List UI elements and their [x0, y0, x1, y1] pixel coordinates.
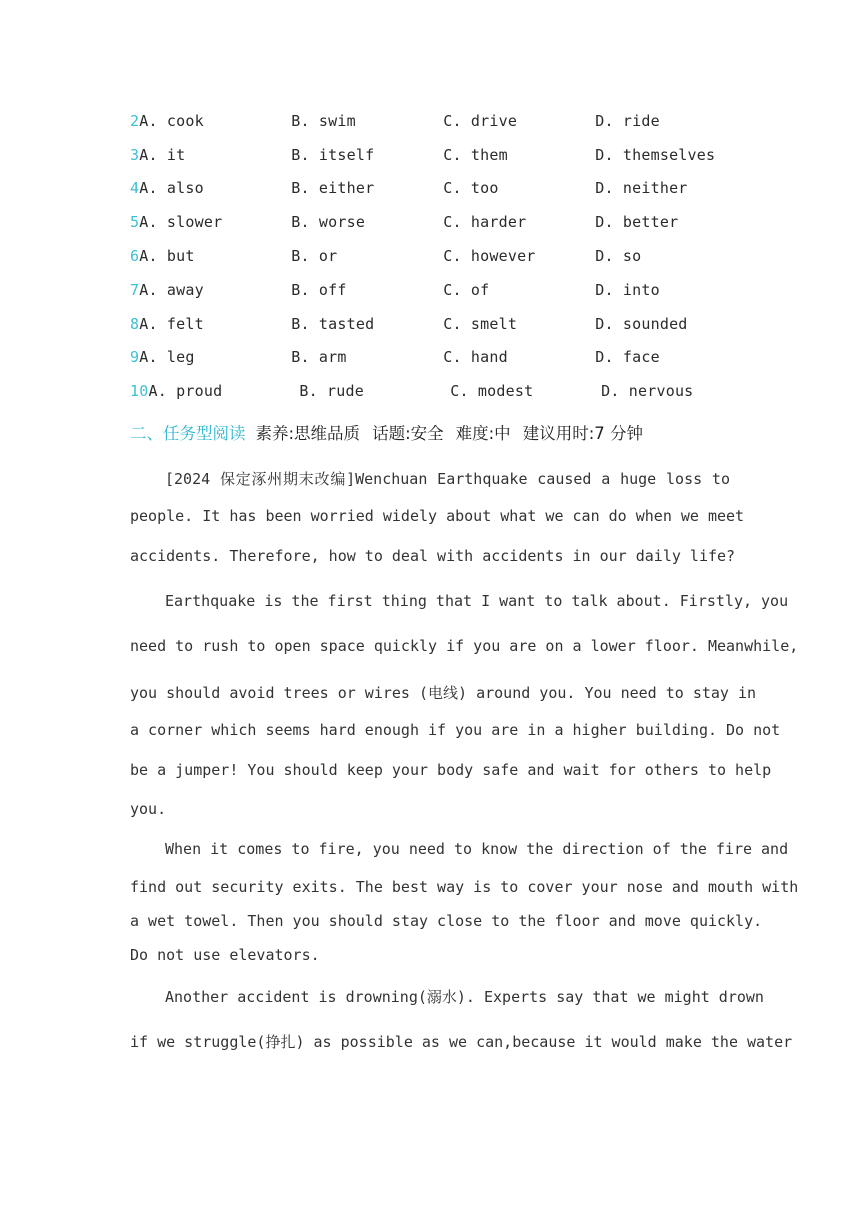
- question-number: 3: [130, 145, 140, 164]
- option-c: C. harder: [443, 213, 527, 232]
- passage-line: Another accident is drowning(溺水). Experts say that we might drown: [165, 988, 764, 1006]
- option-a: A. slower: [139, 213, 223, 232]
- question-row: [130, 205, 750, 239]
- option-b: B. arm: [291, 348, 347, 367]
- question-number: 9: [130, 348, 140, 367]
- literacy-label: 素养:思维品质: [255, 424, 361, 443]
- passage-line: accidents. Therefore, how to deal with accidents in our daily life?: [130, 547, 736, 565]
- passage-line: a corner which seems hard enough if you are in a higher building. Do not: [130, 721, 781, 739]
- multiple-choice-options: [130, 104, 750, 408]
- option-a: A. away: [139, 280, 204, 299]
- option-b: B. off: [291, 280, 347, 299]
- option-c: C. hand: [443, 348, 508, 367]
- option-b: B. or: [291, 247, 338, 266]
- passage-line: you should avoid trees or wires (电线) around you. You need to stay in: [130, 684, 757, 702]
- question-row: [130, 104, 750, 138]
- option-d: D. ride: [595, 111, 660, 130]
- passage-line: Do not use elevators.: [130, 946, 320, 964]
- question-row: [130, 374, 750, 408]
- question-number: 8: [130, 314, 140, 333]
- passage-line: people. It has been worried widely about what we can do when we meet: [130, 507, 745, 525]
- option-a: A. also: [139, 179, 204, 198]
- question-row: [130, 341, 750, 375]
- option-b: B. either: [291, 179, 375, 198]
- passage-line: When it comes to fire, you need to know the direction of the fire and: [165, 840, 789, 858]
- passage-line: need to rush to open space quickly if you are on a lower floor. Meanwhile,: [130, 637, 799, 655]
- option-d: D. into: [595, 280, 660, 299]
- option-c: C. however: [443, 247, 536, 266]
- option-a: A. it: [139, 145, 186, 164]
- section-title: 二、任务型阅读: [130, 424, 246, 443]
- difficulty-label: 难度:中: [455, 424, 511, 443]
- option-b: B. worse: [291, 213, 366, 232]
- section-heading: [130, 420, 655, 444]
- passage-line: be a jumper! You should keep your body safe and wait for others to help: [130, 761, 772, 779]
- option-c: C. them: [443, 145, 508, 164]
- question-number: 6: [130, 247, 140, 266]
- passage-line: you.: [130, 800, 167, 818]
- question-number: 2: [130, 111, 140, 130]
- option-b: B. tasted: [291, 314, 375, 333]
- question-number: 5: [130, 213, 140, 232]
- question-number: 4: [130, 179, 140, 198]
- option-c: C. modest: [450, 382, 534, 401]
- question-row: [130, 172, 750, 206]
- question-row: [130, 273, 750, 307]
- option-c: C. of: [443, 280, 490, 299]
- option-c: C. smelt: [443, 314, 518, 333]
- option-d: D. better: [595, 213, 679, 232]
- option-d: D. face: [595, 348, 660, 367]
- option-d: D. neither: [595, 179, 688, 198]
- option-a: A. felt: [139, 314, 204, 333]
- passage-line: Earthquake is the first thing that I want to talk about. Firstly, you: [165, 592, 789, 610]
- passage-line: find out security exits. The best way is to cover your nose and mouth with: [130, 878, 799, 896]
- option-d: D. nervous: [601, 382, 694, 401]
- option-b: B. itself: [291, 145, 375, 164]
- question-number: 10: [130, 382, 149, 401]
- question-row: [130, 138, 750, 172]
- option-b: B. swim: [291, 111, 356, 130]
- question-number: 7: [130, 280, 140, 299]
- passage-line: a wet towel. Then you should stay close to the floor and move quickly.: [130, 912, 763, 930]
- passage-line: [2024 保定涿州期末改编]Wenchuan Earthquake caused a huge loss to: [165, 470, 730, 488]
- passage-line: if we struggle(挣扎) as possible as we can,because it would make the water: [130, 1033, 793, 1051]
- option-a: A. leg: [139, 348, 195, 367]
- option-c: C. drive: [443, 111, 518, 130]
- option-d: D. sounded: [595, 314, 688, 333]
- option-d: D. themselves: [595, 145, 716, 164]
- question-row: [130, 239, 750, 273]
- option-d: D. so: [595, 247, 642, 266]
- option-a: A. proud: [148, 382, 223, 401]
- time-label: 建议用时:7 分钟: [522, 424, 643, 443]
- question-row: [130, 307, 750, 341]
- option-c: C. too: [443, 179, 499, 198]
- option-a: A. but: [139, 247, 195, 266]
- option-a: A. cook: [139, 111, 204, 130]
- option-b: B. rude: [299, 382, 364, 401]
- topic-label: 话题:安全: [372, 424, 444, 443]
